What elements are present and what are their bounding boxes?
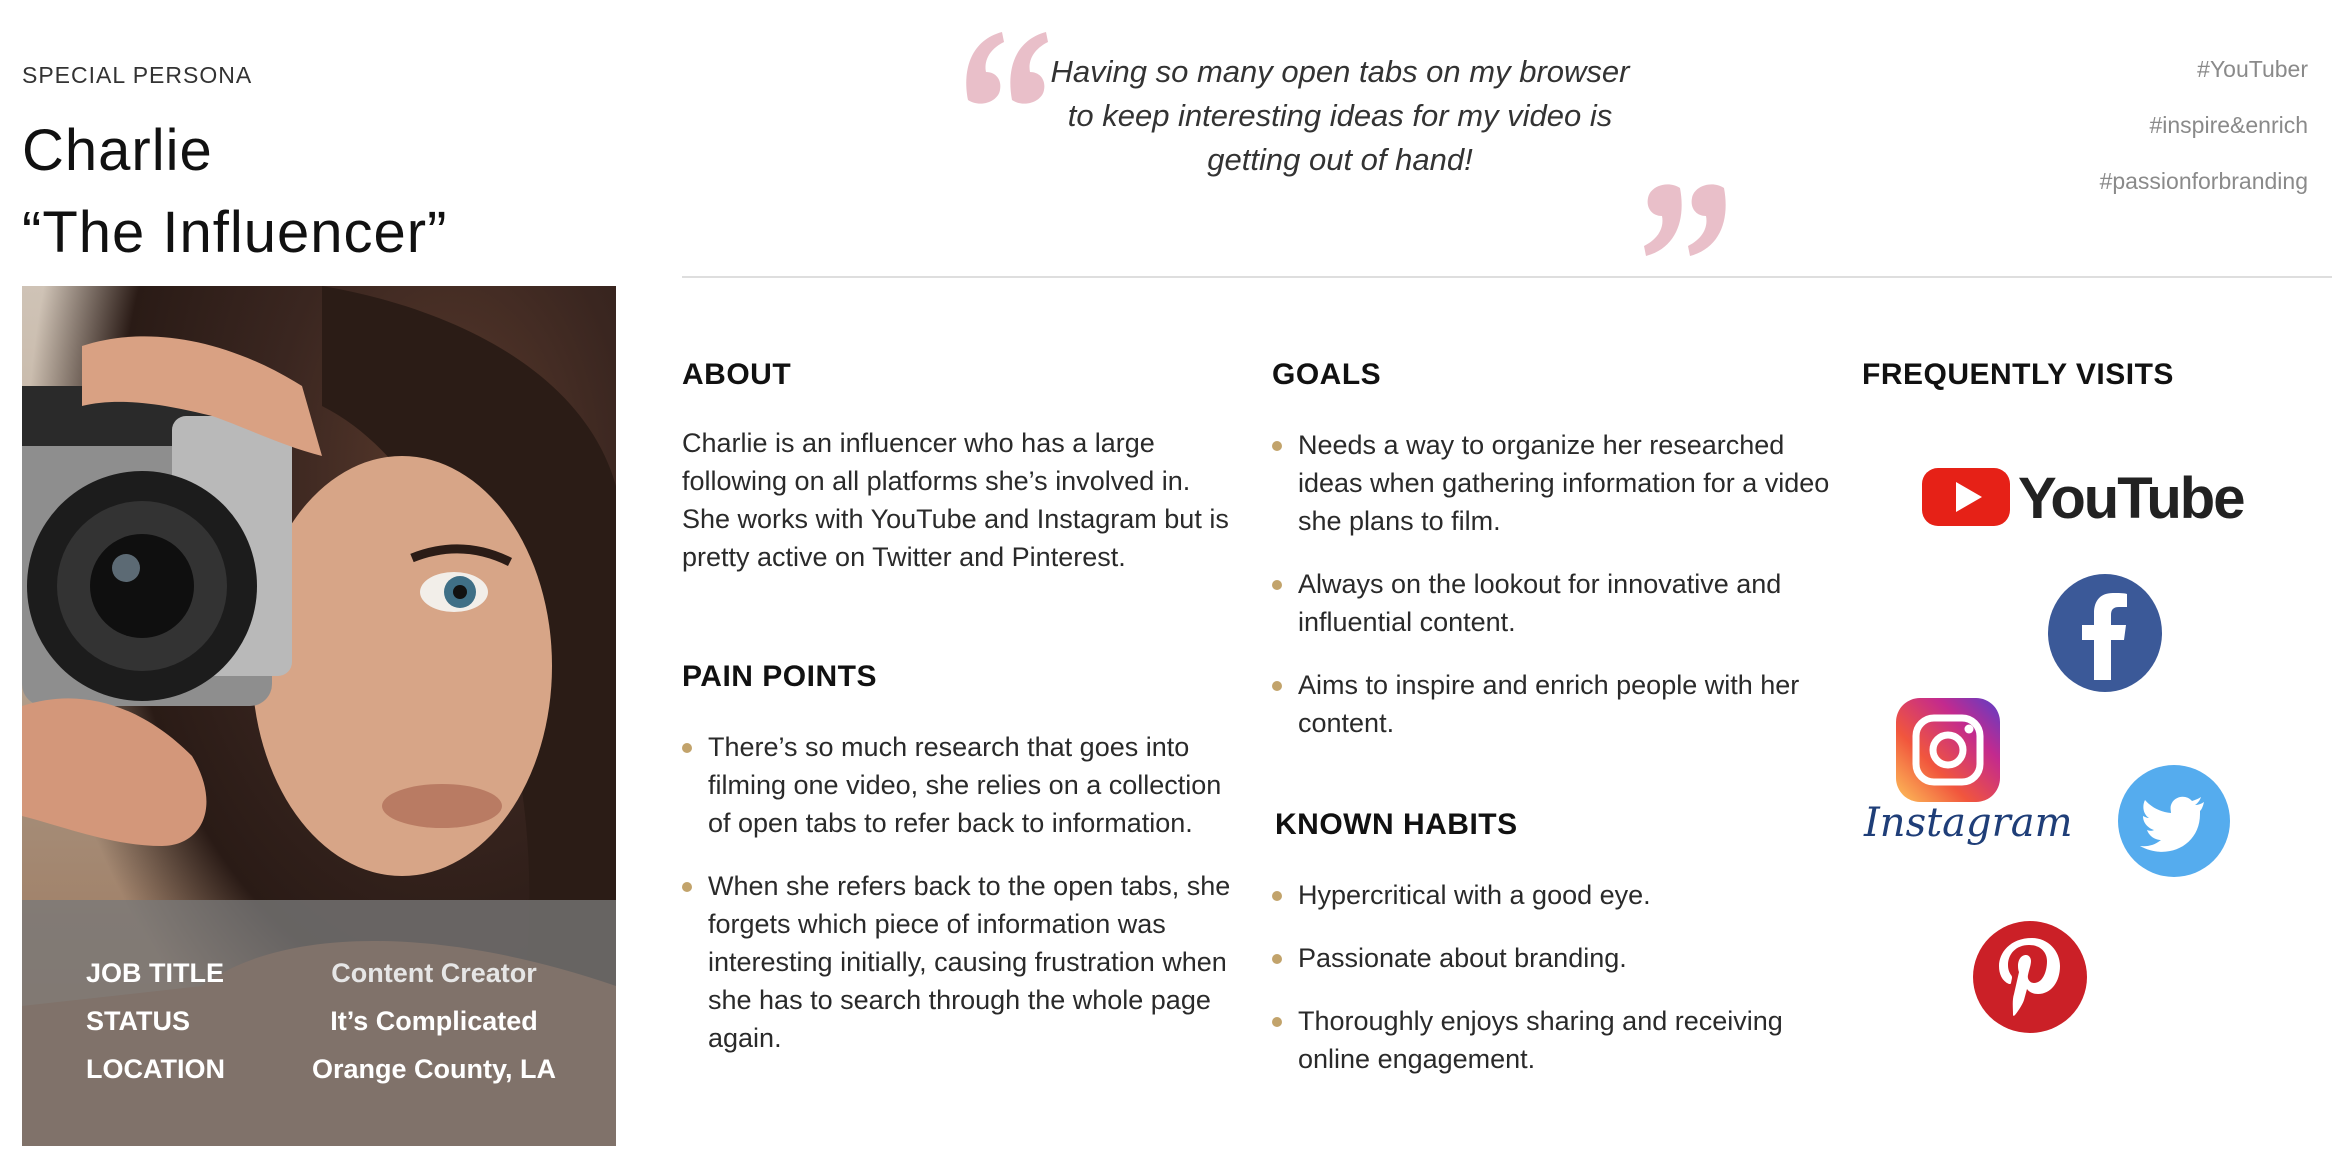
list-item: Passionate about branding. (1272, 939, 1832, 977)
pain-points-heading: PAIN POINTS (682, 660, 877, 693)
hashtag-inspire-enrich: #inspire&enrich (2149, 112, 2308, 138)
list-item: Thoroughly enjoys sharing and receiving online engagement. (1272, 1002, 1832, 1078)
twitter-icon (2116, 764, 2232, 878)
location-label: LOCATION (86, 1054, 225, 1084)
list-item: Hypercritical with a good eye. (1272, 876, 1832, 914)
frequently-visits-heading: FREQUENTLY VISITS (1862, 358, 2174, 391)
persona-quote: Having so many open tabs on my browser to keep interesting ideas for my video is getting out of hand! (1050, 54, 1630, 177)
list-item: There’s so much research that goes into filming one video, she relies on a collection of open tabs to refer back to information. (682, 728, 1238, 842)
list-item: Always on the lookout for innovative and influential content. (1272, 565, 1832, 641)
goals-heading: GOALS (1272, 358, 1382, 391)
hashtag-passion-branding: #passionforbranding (2099, 168, 2308, 194)
profile-info-panel (22, 900, 616, 1146)
pinterest-icon (1972, 920, 2088, 1034)
persona-first-name: Charlie (22, 118, 213, 183)
list-item: Aims to inspire and enrich people with her content. (1272, 666, 1832, 742)
youtube-icon (1920, 462, 2244, 532)
about-heading: ABOUT (682, 358, 792, 391)
status-label: STATUS (86, 1006, 190, 1036)
persona-label: SPECIAL PERSONA (22, 62, 253, 88)
instagram-icon (1896, 698, 2000, 802)
known-habits-list (1272, 876, 1832, 1103)
known-habits-heading: KNOWN HABITS (1275, 808, 1518, 841)
job-title-value: Content Creator (331, 958, 537, 988)
header-divider (682, 276, 2332, 278)
persona-name (22, 110, 447, 274)
instagram-wordmark: Instagram (1864, 800, 2073, 846)
youtube-wordmark: YouTube (2018, 466, 2244, 531)
goals-list (1272, 426, 1832, 767)
location-value: Orange County, LA (311, 1054, 556, 1084)
close-quote-icon (1640, 180, 1730, 260)
persona-nickname: “The Influencer” (22, 200, 448, 265)
list-item: Needs a way to organize her researched ideas when gathering information for a video she plans to film. (1272, 426, 1832, 540)
pain-points-list (682, 728, 1238, 1082)
persona-photo (22, 286, 616, 1146)
status-value: It’s Complicated (330, 1006, 538, 1036)
job-title-label: JOB TITLE (86, 958, 225, 988)
facebook-icon (2046, 572, 2164, 694)
hashtag-youtuber: #YouTuber (2197, 56, 2308, 82)
about-text: Charlie is an influencer who has a large following on all platforms she’s involved in. She works with YouTube and Instagram but is pretty active on Twitter and Pinterest. (682, 428, 1229, 572)
list-item: When she refers back to the open tabs, she forgets which piece of information was interesting initially, causing frustration when she has to search through the whole page again. (682, 867, 1238, 1057)
open-quote-icon (962, 28, 1052, 108)
